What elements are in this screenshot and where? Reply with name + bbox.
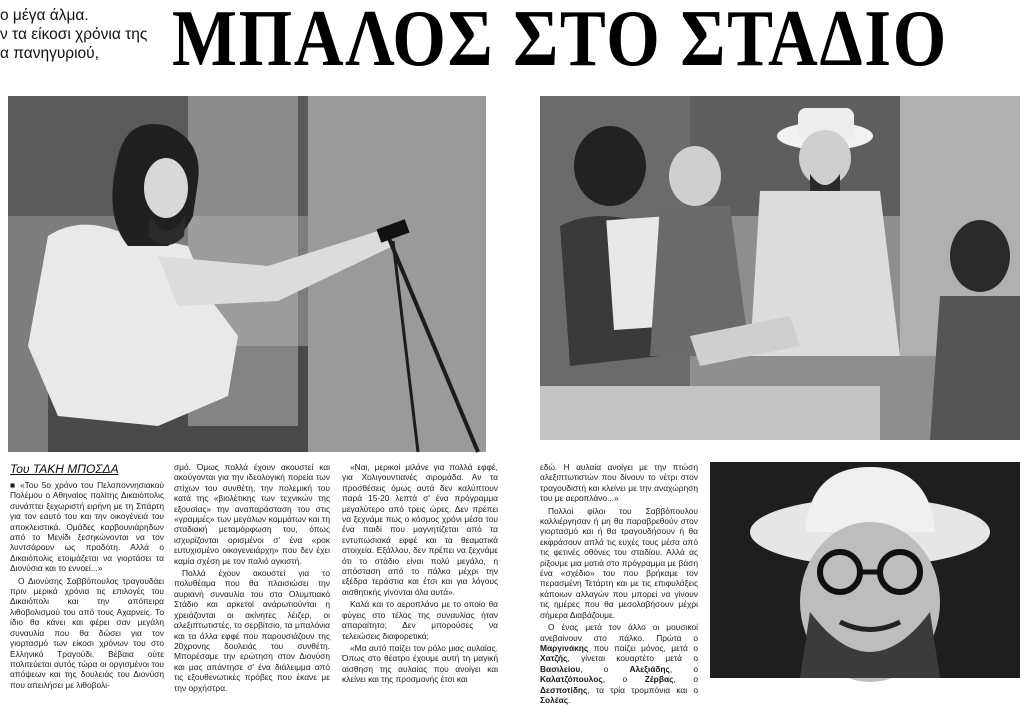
text-run: , ο (602, 674, 645, 685)
photo-portrait-hat (710, 462, 1020, 678)
paragraph: σμό. Όμως πολλά έχουν ακουστεί και ακούγονται για την ιδεολογική πορεία των στίχων του συνθέτη, την πολεμική του κατά της «βιολέτικης των τεχνικών της εξουσίας» την αναπαράσταση του στις «γραμμές» των μεγάλων κομμάτων και τη σταδιακή μεταμόρφωση του, όπως ισχυρίζονται ορισμένοι σ' ένα «ροκ ευτυχισμένο οικογενειάρχη» που δεν έχει καμία σχέση με τον παλιό αγκιστή. (174, 462, 330, 566)
article-column-2 (174, 462, 330, 693)
paragraph: Καλά και το αεροπλάνο με το οποίο θα φύγεις στο τέλος της συναυλίας ήταν απαραίτητο; Δεν μπορούσες να τελειώσεις διαφορετικά; (342, 599, 498, 641)
article-column-3 (342, 462, 498, 685)
photo-singer-microphone (8, 96, 486, 452)
kicker-text (0, 6, 200, 63)
musician-name: Μαργινάκης (540, 642, 589, 653)
text-run: , ο (669, 663, 699, 674)
musician-name: Δεσποτίδης (540, 684, 588, 695)
text-run: Ο ένας μετά τον άλλο οι μουσικοί ανεβαίνουν στο πάλκο. Πρώτα ο (540, 622, 698, 643)
text-run: , γίνεται κουαρτέτο μετά ο (567, 653, 698, 664)
paragraph-musicians (540, 622, 698, 705)
photo-street-crowd (540, 96, 1020, 440)
musician-name: Αλεξιάδης (629, 663, 670, 674)
byline: Του ΤΑΚΗ ΜΠΟΣΔΑ (10, 462, 119, 476)
paragraph: Πολλά έχουν ακουστεί για το πολυθέαμα που θα πλαισιώσει την αυριανή συναυλία του στο Ολυμπιακό Στάδιο και αρκετοί ανάρωτιούνται η χρειάζονται οι ακίνητες λέιζερ, οι αλεξιπτωτιστές, το σερβίτσιο, τα μπαλόνια και τα άλλα εφφέ που παρουσιάζουν της 20χρονης δουλειάς του συνθέτη. Μπορέσαμε την ερώτηση στον Διονύση και μας απάντησε σ' ένα διάλειμμα από τις εξουθενωτικές πρόβες που έκανε με την ορχήστρα. (174, 568, 330, 693)
paragraph: «Μα αυτό παίζει τον ρόλο μιας αυλαίας. Όπως στο θέατρο έχουμε αυτή τη μαγική αίσθηση της αυλαίας που ανοίγει και κλείνει και της προσμονής έτσι και (342, 642, 498, 685)
text-run: , τα τρία τρομπόνια και ο (587, 684, 698, 695)
headline: ΜΠΑΛΟΣ ΣΤΟ ΣΤΑΔΙΟ (172, 0, 949, 83)
kicker-line-1: ο μέγα άλμα. (0, 7, 89, 24)
paragraph: εδώ. Η αυλαία ανοίγει με την πτώση αλεξιπτωτιστών που δίνουν το νέτρι στον τραγουδιστή και κλείνει με την αναχώρηση του με αεροπλάνο...» (540, 462, 698, 504)
article-column-1 (10, 480, 164, 690)
paragraph: ■ «Του 5ο χρόνο του Πελοποννησιακού Πολέμου ο Αθηναίος πολίτης Δικαιόπολις συνάπτει ξεχωριστή ειρήνη με τη Σπάρτη για τον εαυτό του και την οικογένειά του αποκλειστικά. Ομάδες καρβουνιάρηδων από το Μενίδι ξεσηκώνονται να τον λυντσάρουν ως προδότη. Αλλά ο Δικαιόπολις ετοιμάζεται να γιορτάσει τα Διονύσια και το εννοεί...» (10, 480, 164, 574)
text-run: . (568, 694, 571, 705)
musician-name: Καλατζόπουλος (540, 674, 603, 685)
kicker-line-2: ν τα είκοσι χρόνια της (0, 26, 148, 43)
musician-name: Ζέρβας (644, 674, 674, 685)
text-run: που παίζει μόνος, μετά ο (588, 642, 698, 653)
text-run: , ο (580, 663, 630, 674)
text-run: , ο (673, 674, 698, 685)
kicker-line-3: α πανηγυριού, (0, 45, 99, 62)
musician-name: Σολέας (540, 694, 569, 705)
musician-name: Χατζής (540, 653, 568, 664)
article-column-4 (540, 462, 699, 705)
paragraph: Ο Διονύσης Σαββόπουλος τραγουδάει πριν μερικά χρόνια τις επιλογές του Δικαιόπολι και την απόπειρα λιθοβολισμού του από τους Αχαρνείς. Το ίδιο θα κάνει και φέρει σαν μεγάλη συναυλία που θα δώσει για τον γιορτασμό των είκοσι χρόνων του στο Ελληνικό Τραγούδι. Βέβαια ούτε πολιτεύεται αυτός τώρα οι οργισμένοι του απόψεων και της δουλειάς του Διονύση που απειλήσει με λιθοβολι- (10, 575, 164, 690)
musician-name: Βασιλείου (540, 663, 581, 674)
paragraph: «Ναι, μερικοί μιλάνε για πολλά εφφέ, για Χολιγουντιανές σιρομάδα. Αν τα προσθέσεις όμως αυτά δεν καλύπτουν παρά 15-20 λεπτά σ' ένα πρόγραμμα μεγαλύτερο από τρεις ώρες. Δεν πρέπει να ξεχνάμε πως ο κόσμος χρόνι μέσα του ένα παιδί που μαγνητίζεται από τα εντυπωσιακά εφφέ και τα θεαματικά στοιχεία. Εξάλλου, δεν πρέπει να ξεχνάμε ότι το στάδιο είναι πολύ μεγάλο, η απόσταση από το πάλκο μέχρι την εξέδρα τεράστια και έτσι και για λόγους αισθητικής γίνονται όλα αυτά». (342, 462, 498, 597)
paragraph: Πολλοί φίλοι του Σαββόπουλου καλλιέργησαν ή μη θα παραβρεθούν στον γιορτασμό και ή θα τραγουδήσουν ή θα εκφράσουν απλά τις ευχές τους μέσα από τις φετινές οθόνες του σταδίου. Αλλά ας ρίξουμε μια ματιά στο πρόγραμμα με βάση ένα «σχέδιο» του που βρήκαμε τον περασμένη Τετάρτη και με τις επιφυλάξεις κάποιων αλλαγών που μπορεί να γίνουν τις ημέρες που θα μεσολαβήσουν μέχρι σήμερα Διαβάζουμε. (540, 505, 698, 620)
